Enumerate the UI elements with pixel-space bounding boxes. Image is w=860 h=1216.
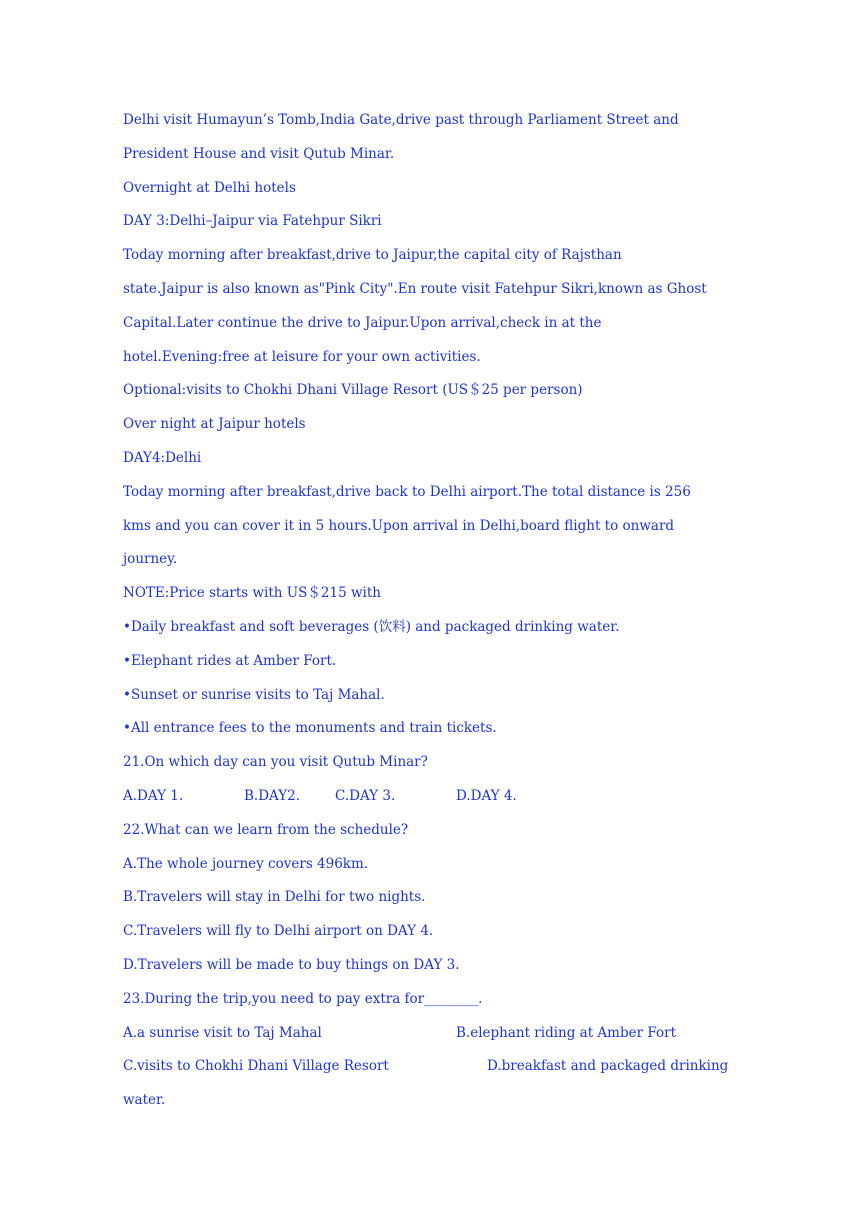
note-heading: NOTE:Price starts with US＄215 with bbox=[123, 585, 381, 602]
passage-line: journey. bbox=[123, 551, 178, 568]
document-page bbox=[123, 104, 743, 1118]
option-a: A.DAY 1. bbox=[123, 787, 184, 804]
option-a: A.a sunrise visit to Taj Mahal bbox=[123, 1024, 322, 1041]
passage-line: Capital.Later continue the drive to Jaipur.Upon arrival,check in at the bbox=[123, 314, 602, 331]
passage-line: hotel.Evening:free at leisure for your own activities. bbox=[123, 348, 481, 365]
day-heading: DAY4:Delhi bbox=[123, 449, 202, 466]
option-b: B.elephant riding at Amber Fort bbox=[456, 1024, 676, 1041]
option-c: C.Travelers will fly to Delhi airport on DAY 4. bbox=[123, 923, 434, 940]
bullet-item: •Daily breakfast and soft beverages (饮料) and packaged drinking water. bbox=[123, 618, 620, 635]
passage-line: state.Jaipur is also known as"Pink City".En route visit Fatehpur Sikri,known as Ghost bbox=[123, 280, 707, 297]
option-b: B.DAY2. bbox=[244, 787, 301, 804]
option-d: D.breakfast and packaged drinking bbox=[487, 1058, 729, 1075]
passage-line: Today morning after breakfast,drive to Jaipur,the capital city of Rajsthan bbox=[123, 247, 622, 264]
option-a: A.The whole journey covers 496km. bbox=[123, 855, 369, 872]
passage-line: Over night at Jaipur hotels bbox=[123, 416, 306, 433]
bullet-item: •Sunset or sunrise visits to Taj Mahal. bbox=[123, 686, 385, 703]
passage-line: President House and visit Qutub Minar. bbox=[123, 145, 395, 162]
option-d: D.Travelers will be made to buy things on DAY 3. bbox=[123, 956, 460, 973]
option-c: C.visits to Chokhi Dhani Village Resort bbox=[123, 1058, 389, 1075]
question-23-stem: 23.During the trip,you need to pay extra for________. bbox=[123, 990, 483, 1007]
option-c: C.DAY 3. bbox=[335, 787, 396, 804]
question-21-stem: 21.On which day can you visit Qutub Minar? bbox=[123, 754, 428, 771]
option-d-continued: water. bbox=[123, 1092, 166, 1109]
day-heading: DAY 3:Delhi–Jaipur via Fatehpur Sikri bbox=[123, 213, 382, 230]
bullet-item: •All entrance fees to the monuments and train tickets. bbox=[123, 720, 497, 737]
question-21-options bbox=[123, 780, 743, 814]
passage-line: Optional:visits to Chokhi Dhani Village Resort (US＄25 per person) bbox=[123, 382, 583, 399]
option-d: D.DAY 4. bbox=[456, 787, 517, 804]
option-b: B.Travelers will stay in Delhi for two nights. bbox=[123, 889, 426, 906]
question-23-options-cd bbox=[123, 1050, 743, 1084]
passage-line: Overnight at Delhi hotels bbox=[123, 179, 296, 196]
question-23-options-ab bbox=[123, 1017, 743, 1051]
passage-line: kms and you can cover it in 5 hours.Upon arrival in Delhi,board flight to onward bbox=[123, 517, 675, 534]
passage-line: Delhi visit Humayun’s Tomb,India Gate,drive past through Parliament Street and bbox=[123, 112, 679, 128]
bullet-item: •Elephant rides at Amber Fort. bbox=[123, 652, 337, 669]
question-22-stem: 22.What can we learn from the schedule? bbox=[123, 821, 409, 838]
passage-line: Today morning after breakfast,drive back to Delhi airport.The total distance is 256 bbox=[123, 483, 691, 500]
